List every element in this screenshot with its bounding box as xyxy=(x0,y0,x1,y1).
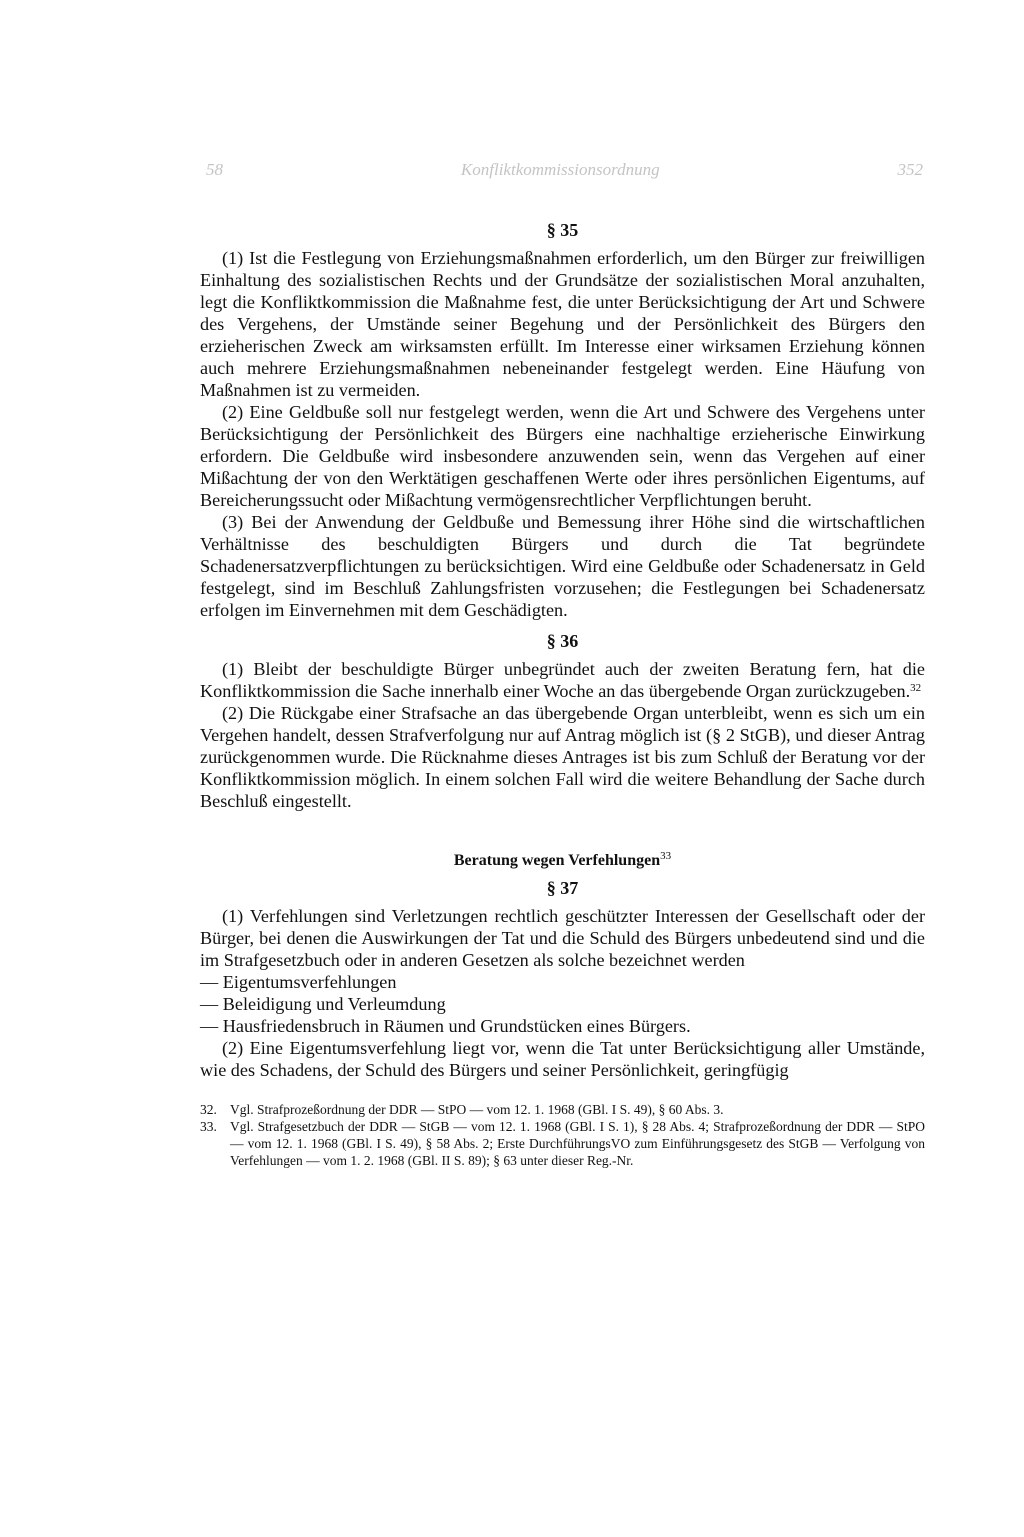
footnotes xyxy=(200,1101,925,1169)
section-heading-37: § 37 xyxy=(546,878,579,898)
section-36-paragraph-1-text: (1) Bleibt der beschuldigte Bürger unbegründet auch der zweiten Beratung fern, hat die Konfliktkommission die Sache innerhalb einer Woche an das übergebende Organ zurückzugeben. xyxy=(200,659,925,701)
page-number: 352 xyxy=(897,160,923,179)
section-35-paragraph-2: (2) Eine Geldbuße soll nur festgelegt werden, wenn die Art und Schwere des Vergehens unter Berücksichtigung der Persönlichkeit des Bürgers eine nachhaltige erzieherische Einwirkung erfordern. Die Geldbuße wird insbesondere anzuwenden sein, wenn das Vergehen auf einer Mißachtung der von den Werktätigen geschaffenen Werte oder ihres persönlichen Eigentums, auf Bereicherungssucht oder Mißachtung vermögensrechtlicher Verpflichtungen beruht. xyxy=(200,402,925,510)
footnote-number: 33. xyxy=(200,1119,217,1134)
section-37-paragraph-1: (1) Verfehlungen sind Verletzungen rechtlich geschützter Interessen der Gesellschaft oder der Bürger, bei denen die Auswirkungen der Tat und die Schuld des Bürgers unbedeutend sind und die im Strafgesetzbuch oder in anderen Gesetzen als solche bezeichnet werden xyxy=(200,906,925,970)
section-heading-35: § 35 xyxy=(546,220,579,240)
running-head-left: 58 xyxy=(206,160,223,179)
running-head-title: Konfliktkommissionsordnung xyxy=(460,160,660,179)
list-item: — Eigentumsverfehlungen xyxy=(200,972,397,992)
subheading-verfehlungen xyxy=(200,852,925,870)
footnote-ref-32: 32 xyxy=(910,682,922,694)
footnote-33 xyxy=(200,1118,925,1169)
list-item: — Hausfriedensbruch in Räumen und Grundstücken eines Bürgers. xyxy=(200,1016,691,1036)
section-35-paragraph-1: (1) Ist die Festlegung von Erziehungsmaßnahmen erforderlich, um den Bürger zur freiwilligen Einhaltung des sozialistischen Rechts und der Grundsätze der sozialistischen Moral anzuhalten, legt die Konfliktkommission die Maßnahme fest, die unter Berücksichtigung der Art und Schwere des Vergehens, der Umstände seiner Begehung und der Persönlichkeit des Bürgers den erzieherischen Zweck am wirksamsten erfüllt. Im Interesse einer wirksamen Erziehung können auch mehrere Erziehungsmaßnahmen nebeneinander festgelegt werden. Eine Häufung von Maßnahmen ist zu vermeiden. xyxy=(200,248,925,400)
footnote-32 xyxy=(200,1101,925,1118)
section-36-paragraph-2: (2) Die Rückgabe einer Strafsache an das übergebende Organ unterbleibt, wenn es sich um ein Vergehen handelt, dessen Strafverfolgung nur auf Antrag möglich ist (§ 2 StGB), und dieser Antrag zurückgenommen wurde. Die Rücknahme dieses Antrages ist bis zum Schluß der Beratung vor der Konfliktkommission möglich. In einem solchen Fall wird die weitere Behandlung der Sache durch Beschluß eingestellt. xyxy=(200,703,925,811)
section-35-paragraph-3: (3) Bei der Anwendung der Geldbuße und Bemessung ihrer Höhe sind die wirtschaftlichen Verhältnisse des beschuldigten Bürgers und durch die Tat begründete Schadenersatzverpflichtungen zu berücksichtigen. Wird eine Geldbuße oder Schadenersatz in Geld festgelegt, sind im Beschluß Zahlungsfristen vorzusehen; die Festlegungen bei Schadenersatz erfolgen im Einvernehmen mit dem Geschädigten. xyxy=(200,512,925,620)
running-head xyxy=(200,160,925,194)
document-page xyxy=(200,160,925,1169)
footnote-text: Vgl. Strafgesetzbuch der DDR — StGB — vom 12. 1. 1968 (GBl. I S. 1), § 28 Abs. 4; Strafprozeßordnung der DDR — StPO — vom 12. 1. 1968 (GBl. I S. 49), § 58 Abs. 2; Erste DurchführungsVO zum Einführungsgesetz des StGB — Verfolgung von Verfehlungen — vom 1. 2. 1968 (GBl. II S. 89); § 63 unter dieser Reg.-Nr. xyxy=(230,1119,925,1168)
section-37-paragraph-2: (2) Eine Eigentumsverfehlung liegt vor, wenn die Tat unter Berücksichtigung aller Umstände, wie des Schadens, der Schuld des Bürgers und seiner Persönlichkeit, geringfügig xyxy=(200,1038,925,1080)
section-heading-36: § 36 xyxy=(546,631,579,651)
subheading-text: Beratung wegen Verfehlungen xyxy=(453,852,661,869)
section-36-paragraph-1 xyxy=(200,658,925,702)
footnote-text: Vgl. Strafprozeßordnung der DDR — StPO — vom 12. 1. 1968 (GBl. I S. 49), § 60 Abs. 3. xyxy=(230,1102,724,1117)
footnote-number: 32. xyxy=(200,1102,217,1117)
footnote-ref-33: 33 xyxy=(660,850,672,862)
list-item: — Beleidigung und Verleumdung xyxy=(200,994,446,1014)
